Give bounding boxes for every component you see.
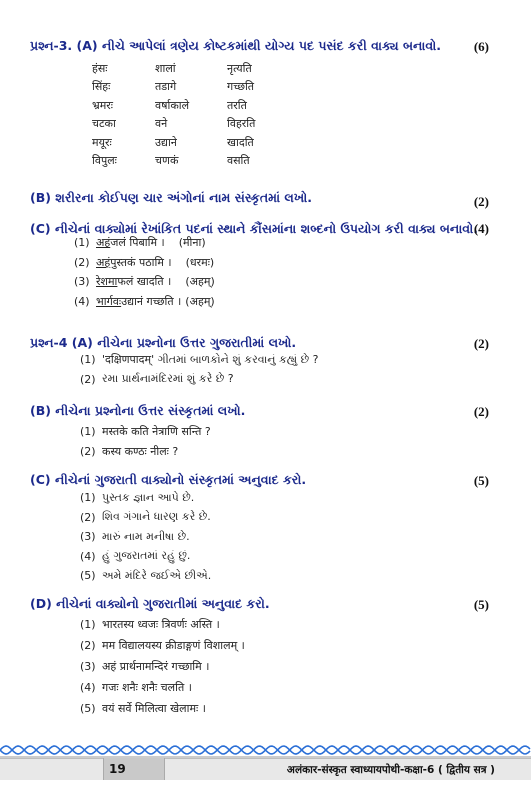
list-item	[80, 442, 211, 462]
item-text: भारतस्य ध्वजः त्रिवर्णः अस्ति ।	[102, 618, 220, 631]
table-cell: वने	[155, 117, 168, 131]
item-text: હું ગુજરાતમાં રહું છું.	[102, 549, 191, 563]
item-hint: (अहम्)	[185, 275, 215, 289]
list-item	[80, 547, 211, 567]
item-hint: (मीना)	[178, 236, 206, 250]
item-number: (3)	[74, 275, 90, 289]
item-number: (1)	[80, 425, 96, 439]
list-item	[80, 677, 245, 698]
list-item	[80, 635, 245, 656]
item-text: अहं प्रार्थनामन्दिरं गच्छामि ।	[102, 660, 210, 673]
page-number: 19	[109, 762, 126, 776]
q4c-list	[80, 488, 211, 586]
list-item	[74, 292, 215, 312]
list-item	[80, 370, 318, 390]
table-cell: उद्याने	[155, 135, 177, 149]
table-row	[92, 59, 307, 78]
list-item	[80, 527, 211, 547]
item-text: मम विद्यालयस्य क्रीडाङ्गणं विशालम् ।	[102, 639, 245, 652]
q3c-list	[74, 233, 215, 311]
table-cell: तडागे	[155, 80, 177, 94]
item-number: (2)	[74, 255, 90, 269]
q4a-list	[80, 350, 318, 389]
q4b-heading: (B) નીચેના પ્રશ્નોના ઉત્તર સંસ્કૃતમાં લખો.	[30, 403, 246, 418]
wave-border-decoration	[0, 744, 531, 758]
item-text: कस्य कण्ठः नीलः ?	[102, 444, 179, 458]
item-text: गजः शनैः शनैः चलति ।	[102, 681, 192, 694]
table-row	[92, 133, 307, 152]
table-row	[92, 152, 307, 171]
item-text: પુસ્તક જ્ઞાન આપે છે.	[102, 490, 195, 504]
item-text: મારું નામ મનીષા છે.	[102, 529, 190, 543]
table-row	[92, 78, 307, 97]
item-number: (5)	[80, 702, 96, 715]
item-text: वयं सर्वे मिलित्वा खेलामः ।	[102, 702, 206, 715]
word-table	[92, 59, 307, 170]
table-cell: विहरति	[227, 117, 256, 131]
list-item	[80, 698, 245, 719]
underlined-word: अहं	[96, 236, 111, 250]
list-item	[80, 508, 211, 528]
item-text: फलं खादति ।	[117, 275, 172, 289]
q4d-heading: (D) નીચેનાં વાક્યોનો ગુજરાતીમાં અનુવાદ કરો.	[30, 596, 270, 611]
item-number: (3)	[80, 530, 96, 544]
table-cell: सिंहः	[92, 80, 111, 94]
item-number: (2)	[80, 510, 96, 524]
table-cell: हंसः	[92, 61, 108, 75]
table-cell: वर्षाकाले	[155, 98, 190, 112]
item-number: (4)	[74, 294, 90, 308]
list-item	[74, 233, 215, 253]
item-number: (2)	[80, 372, 96, 386]
q4d-marks: (5)	[473, 597, 489, 612]
list-item	[80, 422, 211, 442]
q3c-heading: (C) નીચેનાં વાક્યોમાં રેખાંકિત પદનાં સ્થાને કૌંસમાંના શબ્દનો ઉપયોગ કરી વાક્ય બનાવો.	[30, 221, 478, 236]
q3a-heading: પ્રશ્ન-3. (A) નીચે આપેલાં ત્રણેય કોષ્ટકમાંથી યોગ્ય પદ પસંદ કરી વાક્ય બનાવો.	[30, 38, 442, 53]
item-text: पुस्तकं पठामि ।	[110, 255, 172, 269]
table-cell: खादति	[227, 135, 254, 149]
table-cell: चटका	[92, 117, 116, 131]
q3b-marks: (2)	[473, 194, 489, 209]
table-cell: विपुलः	[92, 154, 117, 168]
table-cell: नृत्यति	[227, 61, 252, 75]
q4c-marks: (5)	[473, 473, 489, 488]
item-text: उद्यानं गच्छति ।	[121, 294, 182, 308]
table-cell: चणकं	[155, 154, 179, 168]
item-number: (1)	[80, 353, 96, 367]
list-item	[80, 488, 211, 508]
item-text: मस्तके कति नेत्राणि सन्ति ?	[102, 425, 211, 439]
list-item	[80, 614, 245, 635]
table-cell: गच्छति	[227, 80, 255, 94]
item-number: (2)	[80, 639, 96, 652]
underlined-word: अहं	[96, 255, 111, 269]
list-item	[80, 350, 318, 370]
table-cell: मयूरः	[92, 135, 112, 149]
q3a-marks: (6)	[473, 39, 489, 54]
q3c-marks: (4)	[473, 221, 489, 236]
table-cell: शालां	[155, 61, 176, 75]
table-row	[92, 96, 307, 115]
item-number: (1)	[80, 491, 96, 505]
q4c-heading: (C) નીચેનાં ગુજરાતી વાક્યોનો સંસ્કૃતમાં અનુવાદ કરો.	[30, 472, 307, 487]
q4b-list	[80, 422, 211, 461]
q3b-heading: (B) શરીરના કોઈપણ ચાર અંગોનાં નામ સંસ્કૃતમાં લખો.	[30, 190, 312, 205]
list-item	[74, 272, 215, 292]
item-number: (2)	[80, 444, 96, 458]
table-cell: भ्रमरः	[92, 98, 114, 112]
item-text: અમે મંદિરે જઈએ છીએ.	[102, 568, 212, 582]
item-hint: (धरमः)	[185, 255, 215, 269]
item-number: (1)	[74, 236, 90, 250]
q4b-marks: (2)	[473, 404, 489, 419]
table-cell: वसति	[227, 154, 250, 168]
list-item	[80, 656, 245, 677]
item-number: (4)	[80, 549, 96, 563]
item-text: 'दक्षिणपादम्' ગીતમાં બાળકોને શું કરવાનું કહ્યું છે ?	[102, 353, 319, 367]
q4a-heading: પ્રશ્ન-4 (A) નીચેના પ્રશ્નોના ઉત્તર ગુજરાતીમાં લખો.	[30, 335, 297, 350]
list-item	[80, 566, 211, 586]
item-text: जलं पिबामि ।	[110, 236, 165, 250]
q4d-list	[80, 614, 245, 719]
item-text: શિવ ગંગાને ધારણ કરે છે.	[102, 510, 211, 524]
item-number: (4)	[80, 681, 96, 694]
list-item	[74, 253, 215, 273]
item-number: (3)	[80, 660, 96, 673]
table-row	[92, 115, 307, 134]
footer-book-title: अलंकार-संस्कृत स्वाध्यायपोथी-कक्षा-6 ( द्वितीय सत्र )	[286, 764, 495, 776]
item-number: (1)	[80, 618, 96, 631]
underlined-word: रेशमा	[96, 275, 118, 289]
underlined-word: भार्गवः	[96, 294, 122, 308]
table-cell: तरति	[227, 98, 247, 112]
item-hint: (अहम्)	[185, 294, 215, 308]
q4a-marks: (2)	[473, 336, 489, 351]
item-text: રમા પ્રાર્થનામંદિરમાં શું કરે છે ?	[102, 372, 234, 386]
item-number: (5)	[80, 569, 96, 583]
